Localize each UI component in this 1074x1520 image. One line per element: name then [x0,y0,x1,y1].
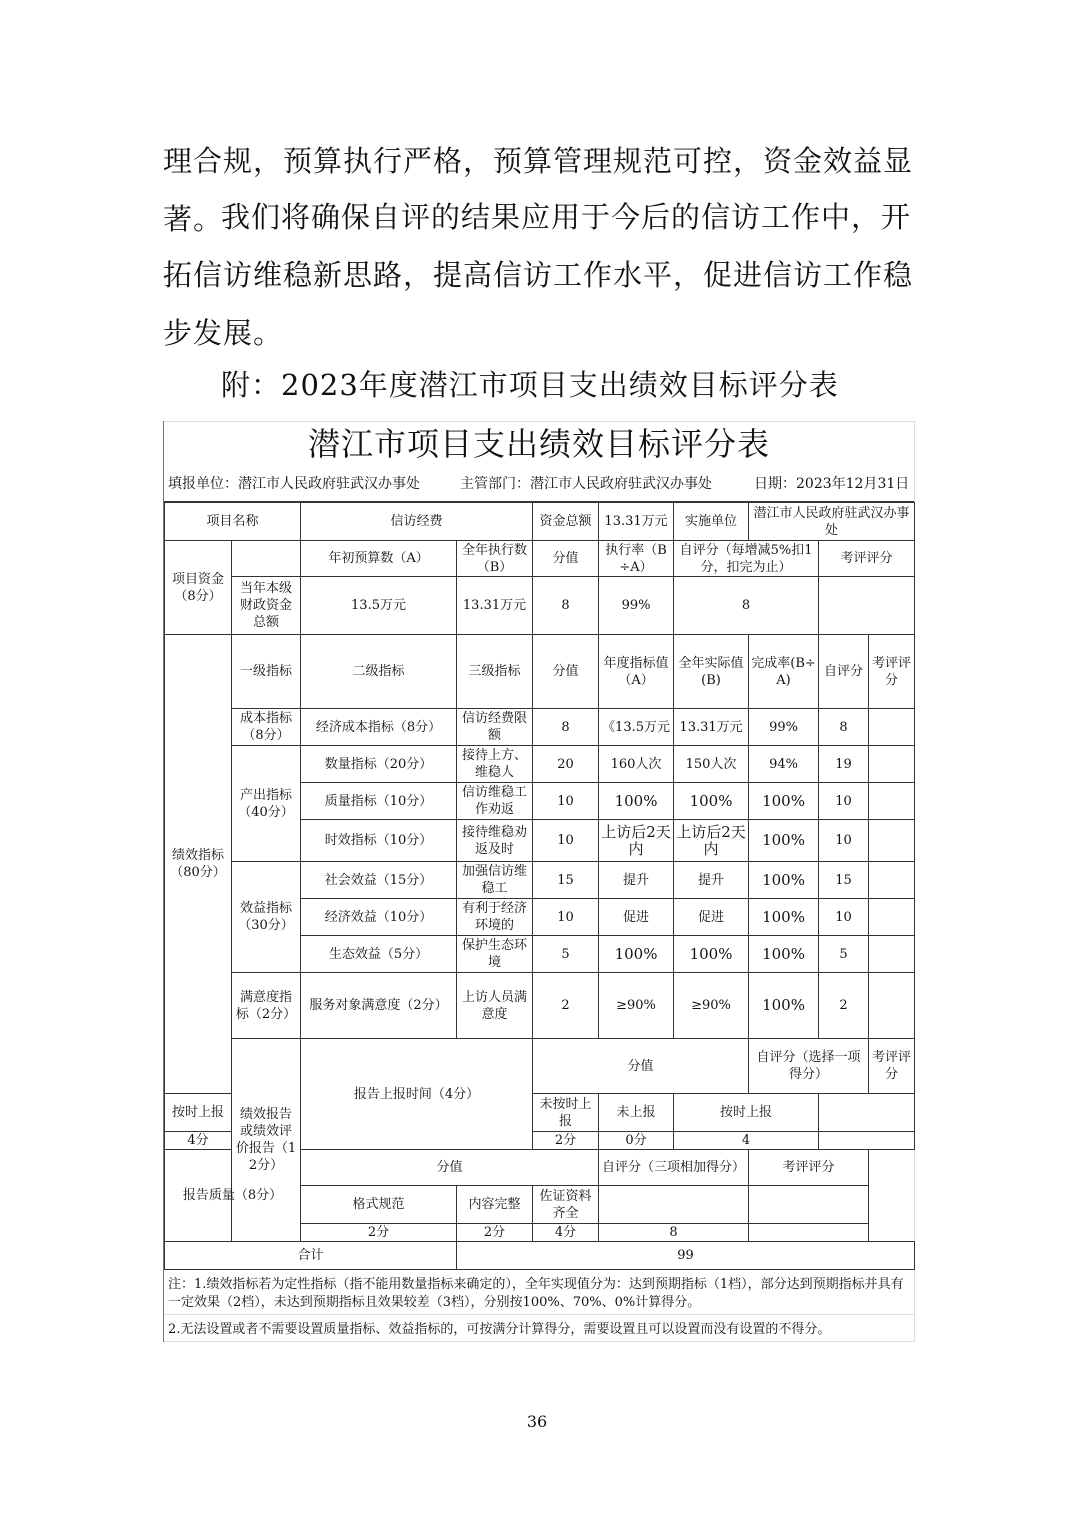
report-q-format: 格式规范 [301,1186,457,1224]
report-quality-self-blank [599,1186,749,1224]
report-q-evidence: 佐证资料齐全 [533,1186,599,1224]
funds-exec: 13.31万元 [457,577,533,635]
report-opt-none: 未上报 [599,1094,674,1132]
project-row [165,503,915,541]
perf-review [869,820,915,862]
report-time-review [819,1094,915,1132]
report-quality-label: 报告质量（8分） [165,1150,301,1242]
funds-blank [232,541,301,577]
supervisor-dept: 主管部门：潜江市人民政府驻武汉办事处 [460,476,712,492]
perf-h6: 全年实际值(B) [674,635,749,709]
total-label: 合计 [165,1242,457,1270]
funds-h-budget: 年初预算数（A） [301,541,457,577]
funds-h-exec: 全年执行数（B） [457,541,533,577]
perf-l2: 经济成本指标（8分） [301,709,457,746]
perf-l3: 接待维稳劝返及时 [457,820,533,862]
funds-h-rate: 执行率（B÷A） [599,541,674,577]
perf-target: ≥90% [599,973,674,1039]
perf-self: 10 [819,820,869,862]
funds-h-self: 自评分（每增减5%扣1分，扣完为止） [674,541,819,577]
report-time-self-text: 按时上报 [674,1094,819,1132]
perf-score: 10 [533,783,599,820]
score-sheet [163,421,915,1342]
perf-h3: 三级指标 [457,635,533,709]
sheet-title: 潜江市项目支出绩效目标评分表 [164,421,914,467]
funds-value-row [165,577,915,635]
report-time-header-row [165,1039,915,1094]
attachment-line: 附：2023年度潜江市项目支出绩效目标评分表 [221,368,839,402]
report-time-review-h: 考评评分 [869,1039,915,1094]
perf-h8: 自评分 [819,635,869,709]
perf-self: 2 [819,973,869,1039]
report-quality-review-h: 考评评分 [749,1150,869,1186]
perf-target: 《13.5万元 [599,709,674,746]
perf-self: 10 [819,783,869,820]
total-row [165,1242,915,1270]
perf-actual: ≥90% [674,973,749,1039]
fill-unit: 填报单位：潜江市人民政府驻武汉办事处 [168,476,420,492]
perf-rate: 100% [749,783,819,820]
perf-review [869,936,915,973]
report-date: 日期：2023年12月31日 [754,476,910,492]
funds-label: 项目资金（8分） [165,541,232,635]
perf-score: 8 [533,709,599,746]
group-cost: 成本指标（8分） [232,709,301,746]
report-time-self-h: 自评分（选择一项得分） [749,1039,869,1094]
report-q-format-value: 2分 [301,1224,457,1242]
perf-l2: 社会效益（15分） [301,862,457,899]
perf-h1: 一级指标 [232,635,301,709]
perf-row [165,973,915,1039]
perf-l3: 接待上方、维稳人 [457,746,533,783]
fund-total-label: 资金总额 [533,503,599,541]
perf-actual: 上访后2天内 [674,820,749,862]
report-opt-late-value: 2分 [533,1132,599,1150]
perf-row [165,746,915,783]
perf-target: 促进 [599,899,674,936]
perf-score: 2 [533,973,599,1039]
sheet-meta [164,467,914,502]
perf-target: 160人次 [599,746,674,783]
report-opt-none-value: 0分 [599,1132,674,1150]
perf-h4: 分值 [533,635,599,709]
perf-self: 5 [819,936,869,973]
report-quality-review [749,1186,869,1224]
perf-self: 8 [819,709,869,746]
group-benefit: 效益指标（30分） [232,862,301,973]
funds-header-row [165,541,915,577]
perf-review [869,899,915,936]
funds-budget: 13.5万元 [301,577,457,635]
perf-l3: 保护生态环境 [457,936,533,973]
perf-actual: 13.31万元 [674,709,749,746]
perf-score: 10 [533,820,599,862]
funds-h-score: 分值 [533,541,599,577]
report-quality-self: 8 [599,1224,749,1242]
perf-rate: 99% [749,709,819,746]
funds-review [819,577,915,635]
perf-h2: 二级指标 [301,635,457,709]
perf-l3: 信访经费限额 [457,709,533,746]
paragraph-1: 理合规，预算执行严格，预算管理规范可控，资金效益显著。 [163,144,914,236]
perf-score: 10 [533,899,599,936]
note-1: 注：1.绩效指标若为定性指标（指不能用数量指标来确定的），全年实现值分为：达到预期指标（1档），部分达到预期指标并具有一定效果（2档），未达到预期指标且效果较差（3档），分别按100%、70%、0%计算得分。 [164,1270,914,1315]
perf-l2: 数量指标（20分） [301,746,457,783]
report-q-content: 内容完整 [457,1186,533,1224]
fund-total: 13.31万元 [599,503,674,541]
report-label: 绩效报告或绩效评价报告（12分） [232,1039,301,1242]
report-quality-score-h: 分值 [301,1150,599,1186]
score-table [164,502,915,1270]
perf-review [869,783,915,820]
impl-unit-label: 实施单位 [674,503,749,541]
perf-l2: 生态效益（5分） [301,936,457,973]
perf-actual: 提升 [674,862,749,899]
perf-l2: 服务对象满意度（2分） [301,973,457,1039]
perf-l3: 有利于经济环境的 [457,899,533,936]
perf-rate: 100% [749,936,819,973]
perf-self: 15 [819,862,869,899]
total-value: 99 [457,1242,915,1270]
perf-actual: 100% [674,783,749,820]
perf-target: 100% [599,783,674,820]
perf-label: 绩效指标（80分） [165,635,232,1094]
perf-review [869,709,915,746]
perf-l2: 经济效益（10分） [301,899,457,936]
perf-score: 15 [533,862,599,899]
perf-l3: 信访维稳工作劝返 [457,783,533,820]
funds-self: 8 [674,577,819,635]
paragraph-2: 我们将确保自评的结果应用于今后的信访工作中，开拓信访维稳新思路，提高信访工作水平，促进信访工作稳步发展。 [163,200,914,350]
perf-score: 20 [533,746,599,783]
perf-rate: 94% [749,746,819,783]
funds-score: 8 [533,577,599,635]
perf-self: 10 [819,899,869,936]
perf-header-row [165,635,915,709]
perf-self: 19 [819,746,869,783]
funds-rate: 99% [599,577,674,635]
perf-row [165,709,915,746]
impl-unit: 潜江市人民政府驻武汉办事处 [749,503,915,541]
perf-actual: 150人次 [674,746,749,783]
perf-rate: 100% [749,820,819,862]
perf-l2: 质量指标（10分） [301,783,457,820]
project-name-label: 项目名称 [165,503,301,541]
perf-l3: 加强信访维稳工 [457,862,533,899]
report-time-review-value [819,1132,915,1150]
project-name: 信访经费 [301,503,533,541]
perf-review [869,862,915,899]
perf-rate: 100% [749,973,819,1039]
perf-actual: 促进 [674,899,749,936]
perf-h5: 年度指标值（A） [599,635,674,709]
report-time-self: 4 [674,1132,819,1150]
group-output: 产出指标（40分） [232,746,301,862]
report-opt-ontime-value: 4分 [165,1132,232,1150]
report-opt-ontime: 按时上报 [165,1094,232,1132]
perf-l3: 上访人员满意度 [457,973,533,1039]
note-2: 2.无法设置或者不需要设置质量指标、效益指标的，可按满分计算得分，需要设置且可以设置而没有设置的不得分。 [164,1315,914,1342]
perf-l2: 时效指标（10分） [301,820,457,862]
page-number: 36 [526,1412,548,1431]
report-time-score-h: 分值 [533,1039,749,1094]
report-q-content-value: 2分 [457,1224,533,1242]
report-quality-self-h: 自评分（三项相加得分） [599,1150,749,1186]
funds-h-review: 考评评分 [819,541,915,577]
group-satisfaction: 满意度指标（2分） [232,973,301,1039]
perf-rate: 100% [749,862,819,899]
perf-row [165,862,915,899]
perf-review [869,973,915,1039]
report-q-evidence-value: 4分 [533,1224,599,1242]
perf-actual: 100% [674,936,749,973]
report-time-label: 报告上报时间（4分） [301,1039,533,1150]
perf-target: 上访后2天内 [599,820,674,862]
perf-target: 100% [599,936,674,973]
perf-rate: 100% [749,899,819,936]
perf-score: 5 [533,936,599,973]
funds-row-label: 当年本级财政资金总额 [232,577,301,635]
report-quality-review-value [749,1224,869,1242]
perf-h7: 完成率(B÷A) [749,635,819,709]
report-opt-late: 未按时上报 [533,1094,599,1132]
perf-h9: 考评评分 [869,635,915,709]
perf-review [869,746,915,783]
perf-target: 提升 [599,862,674,899]
